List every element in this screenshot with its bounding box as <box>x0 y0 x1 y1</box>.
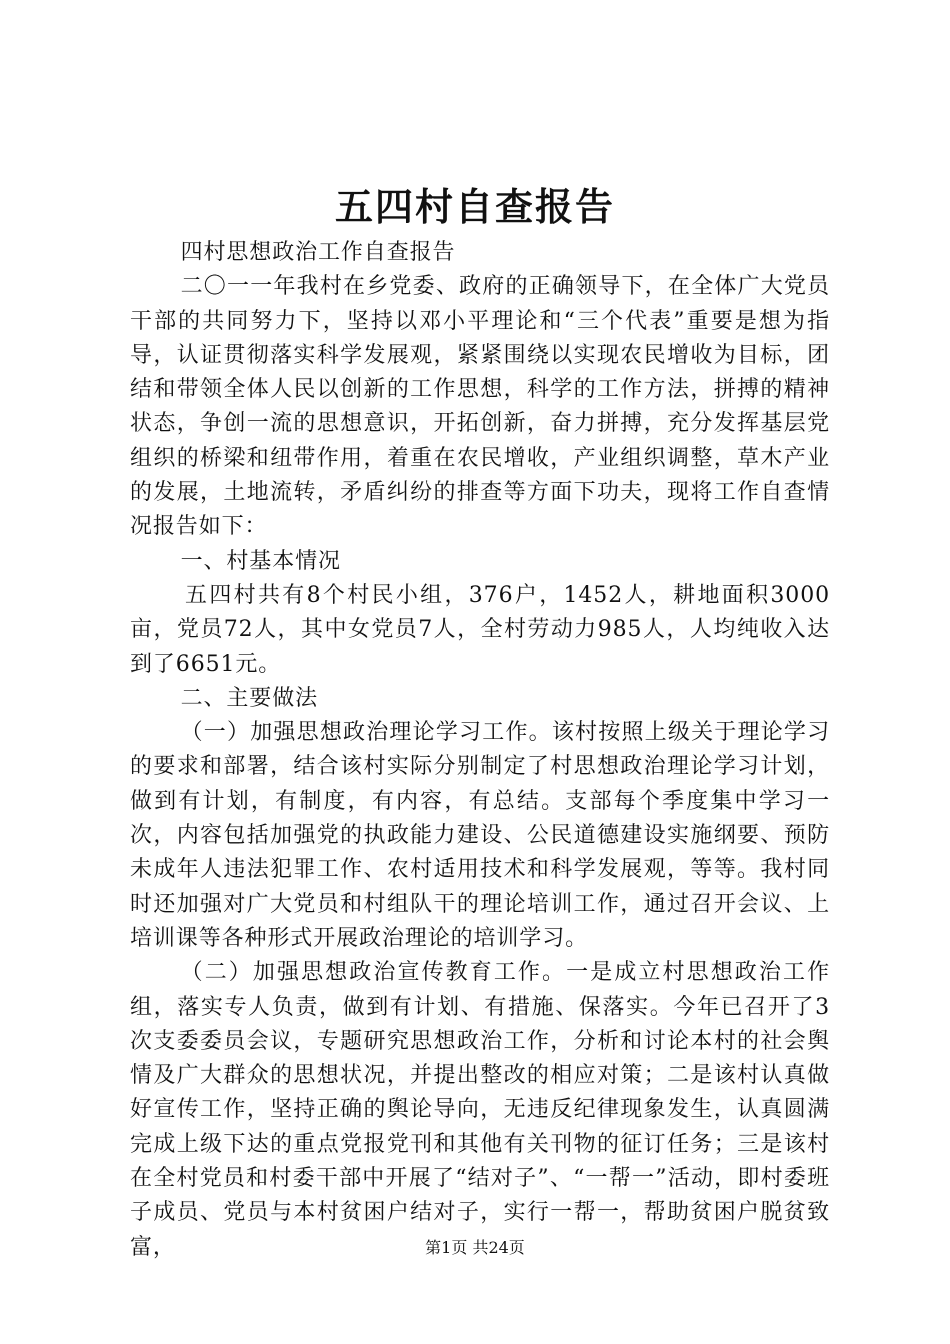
document-body <box>130 236 830 1265</box>
practice-one-paragraph: （一）加强思想政治理论学习工作。该村按照上级关于理论学习的要求和部署，结合该村实际分别制定了村思想政治理论学习计划，做到有计划，有制度，有内容，有总结。支部每个季度集中学习一次，内容包括加强党的执政能力建设、公民道德建设实施纲要、预防未成年人违法犯罪工作、农村适用技术和科学发展观，等等。我村同时还加强对广大党员和村组队干的理论培训工作，通过召开会议、上培训课等各种形式开展政治理论的培训学习。 <box>130 720 830 951</box>
practice-two-paragraph: （二）加强思想政治宣传教育工作。一是成立村思想政治工作组，落实专人负责，做到有计划、有措施、保落实。今年已召开了3次支委委员会议，专题研究思想政治工作，分析和讨论本村的社会舆情及广大群众的思想状况，并提出整改的相应对策；二是该村认真做好宣传工作，坚持正确的舆论导向，无违反纪律现象发生，认真圆满完成上级下达的重点党报党刊和其他有关刊物的征订任务；三是该村在全村党员和村委干部中开展了“结对子”、“一帮一”活动，即村委班子成员、党员与本村贫困户结对子，实行一帮一，帮助贫困户脱贫致富， <box>130 960 830 1260</box>
basic-situation-paragraph: 五四村共有8个村民小组，376户，1452人，耕地面积3000亩，党员72人，其中女党员7人，全村劳动力985人，人均纯收入达到了6651元。 <box>130 582 830 677</box>
intro-paragraph: 二〇一一年我村在乡党委、政府的正确领导下，在全体广大党员干部的共同努力下，坚持以邓小平理论和“三个代表”重要是想为指导，认证贯彻落实科学发展观，紧紧围绕以实现农民增收为目标，团结和带领全体人民以创新的工作思想，科学的工作方法，拼搏的精神状态，争创一流的思想意识，开拓创新，奋力拼搏，充分发挥基层党组织的桥梁和纽带作用，着重在农民增收，产业组织调整，草木产业的发展，土地流转，矛盾纠纷的排查等方面下功夫，现将工作自查情况报告如下： <box>130 274 830 540</box>
report-subtitle: 四村思想政治工作自查报告 <box>180 240 456 265</box>
section-heading-basic-situation: 一、村基本情况 <box>180 548 341 574</box>
page-number: 第1页 共24页 <box>425 1238 525 1257</box>
section-heading-main-practices: 二、主要做法 <box>180 685 318 711</box>
document-title: 五四村自查报告 <box>334 184 615 229</box>
